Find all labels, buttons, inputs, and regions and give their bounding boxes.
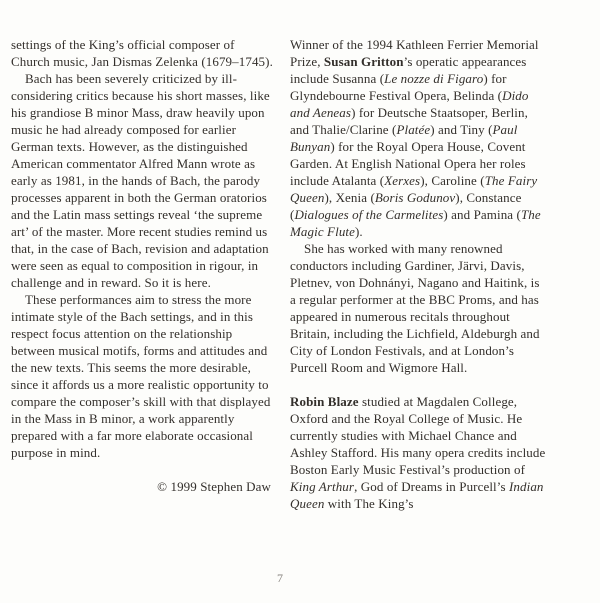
text-segment: ) for the Royal Opera House, Covent Garden. At English National Opera her roles include Atalanta ( bbox=[290, 139, 526, 188]
text-segment: These performances aim to stress the more intimate style of the Bach settings, and in this respect focus attention on the relationship between musical motifs, forms and attitudes and the new texts. This seems the more desirable, since it affords us a more realistic opportunity to compare the composer’s skill with that displayed in the Mass in B minor, a work apparently prepared with a far more elaborate occasional purpose in mind. bbox=[11, 292, 271, 460]
text-segment: Le nozze di Figaro bbox=[384, 71, 484, 86]
text-segment: , God of Dreams in Purcell’s bbox=[354, 479, 509, 494]
text-segment: ). bbox=[355, 224, 363, 239]
text-segment: settings of the King’s official composer of Church music, Jan Dismas Zelenka (1679–1745). bbox=[11, 37, 273, 69]
text-segment: Platée bbox=[396, 122, 431, 137]
paragraph-performances bbox=[11, 291, 273, 461]
text-segment: ’s operatic appearances include Susanna ( bbox=[290, 54, 527, 86]
text-segment: King Arthur bbox=[290, 479, 355, 494]
paragraph-zelenka-continuation bbox=[11, 36, 273, 70]
text-segment: Robin Blaze bbox=[290, 394, 359, 409]
text-segment: ) and Pamina ( bbox=[443, 207, 521, 222]
text-segment: Susan Gritton bbox=[323, 54, 404, 69]
paragraph-gritton-conductors bbox=[290, 240, 548, 376]
text-segment: Indian Queen bbox=[290, 479, 544, 511]
text-segment: Dialogues of the Carmelites bbox=[294, 207, 444, 222]
text-segment: with The King’s bbox=[324, 496, 414, 511]
text-segment: She has worked with many renowned conductors including Gardiner, Järvi, Davis, Pletnev, von Dohnányi, Nagano and Haitink, is a regular performer at the BBC Proms, and has appeared in numerous recitals throughout Britain, including the Lichfield, Aldeburgh and City of London Festivals, and at London’s Purcell Room and Wigmore Hall. bbox=[290, 241, 540, 375]
right-column bbox=[290, 36, 548, 512]
text-segment: ) for Glyndebourne Festival Opera, Belinda ( bbox=[290, 71, 507, 103]
text-segment: The Magic Flute bbox=[290, 207, 541, 239]
text-segment: studied at Magdalen College, Oxford and the Royal College of Music. He currently studies with Michael Chance and Ashley Stafford. His many opera credits include Boston Early Music Festival’s production of bbox=[290, 394, 546, 477]
left-column bbox=[11, 36, 273, 495]
text-segment: Dido and Aeneas bbox=[290, 88, 529, 120]
page-number: 7 bbox=[277, 571, 283, 585]
paragraph-robin-blaze-bio bbox=[290, 393, 548, 512]
text-segment: ), Constance ( bbox=[290, 190, 522, 222]
copyright-credit: © 1999 Stephen Daw bbox=[157, 479, 271, 494]
text-segment: Bach has been severely criticized by ill-considering critics because his short masses, like his grandiose B minor Mass, draw heavily upon music he had already composed for earlier German texts. However, as the distinguished American commentator Alfred Mann wrote as early as 1981, in the hands of Bach, the parody processes apparent in both the German oratorios and the Latin mass settings reveal ‘the supreme art’ of the master. More recent studies remind us that, in the case of Bach, revision and adaptation were seen as equal to composition in rigour, in challenge and in reward. So it is here. bbox=[11, 71, 270, 290]
text-segment: ) for Deutsche Staatsoper, Berlin, and Thalie/Clarine ( bbox=[290, 105, 528, 137]
text-segment: Xerxes bbox=[384, 173, 421, 188]
text-segment: ), Caroline ( bbox=[420, 173, 485, 188]
paragraph-susan-gritton-bio bbox=[290, 36, 548, 240]
text-segment: Paul Bunyan bbox=[290, 122, 518, 154]
text-segment: Winner of the 1994 Kathleen Ferrier Memorial Prize, bbox=[290, 37, 539, 69]
text-segment: ), Xenia ( bbox=[324, 190, 375, 205]
text-segment: The Fairy Queen bbox=[290, 173, 538, 205]
text-segment: ) and Tiny ( bbox=[430, 122, 493, 137]
text-segment: Boris Godunov bbox=[374, 190, 456, 205]
paragraph-bach-criticism bbox=[11, 70, 273, 291]
